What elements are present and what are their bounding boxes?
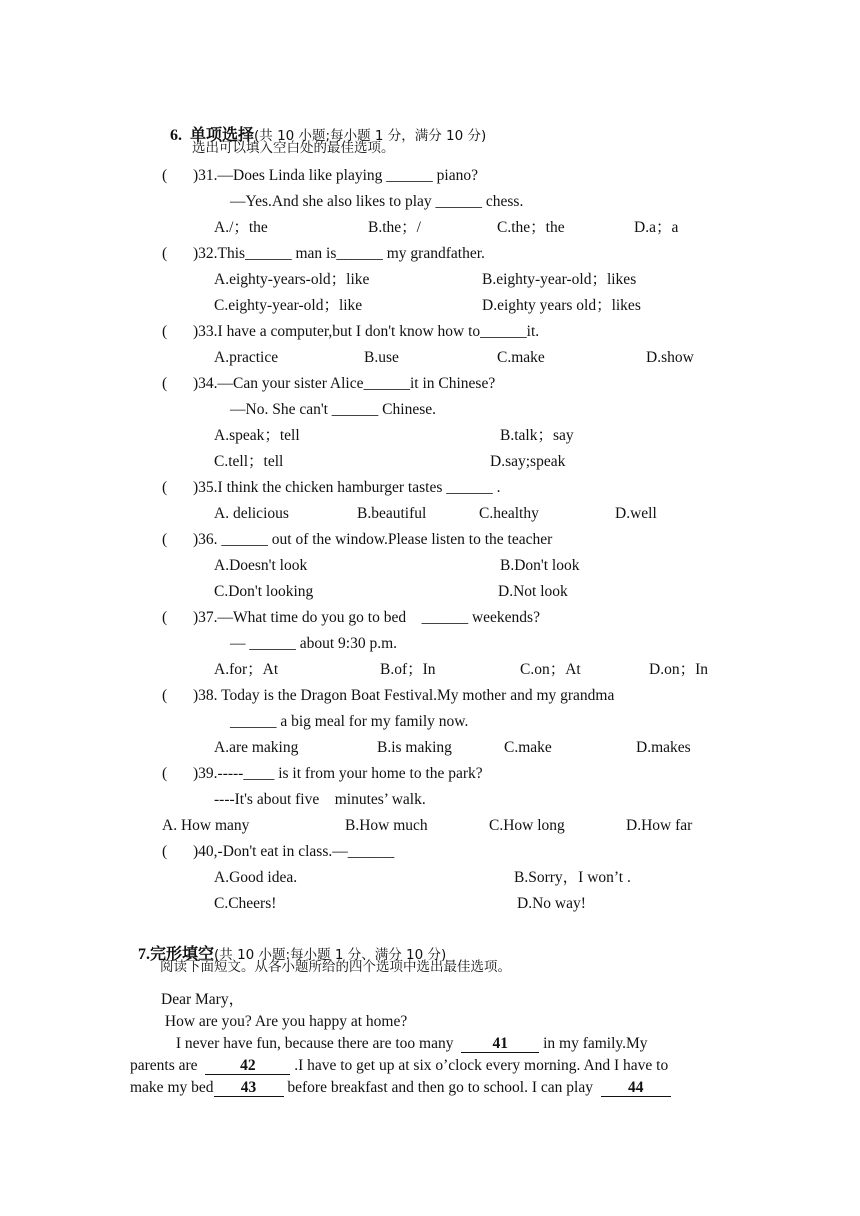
q39-stem-2: ----It's about five minutes’ walk.: [214, 791, 426, 808]
q33-stem: )33.I have a computer,but I don't know how to______it.: [193, 323, 540, 340]
q40-option-c[interactable]: C.Cheers!: [214, 895, 277, 912]
q32-option-b[interactable]: B.eighty-year-old；likes: [482, 271, 637, 288]
letter-greeting: Dear Mary，: [161, 991, 245, 1008]
q35-option-a[interactable]: A. delicious: [214, 505, 289, 522]
q36-option-d[interactable]: D.Not look: [498, 583, 568, 600]
blank-44[interactable]: 44: [601, 1079, 671, 1097]
q36-option-b[interactable]: B.Don't look: [500, 557, 580, 574]
q38-option-d[interactable]: D.makes: [636, 739, 691, 756]
section7-note: (共 10 小题:每小题 1 分、满分 10 分): [214, 947, 447, 963]
q38-option-a[interactable]: A.are making: [214, 739, 299, 756]
q34-option-d[interactable]: D.say;speak: [490, 453, 566, 470]
q36-option-a[interactable]: A.Doesn't look: [214, 557, 308, 574]
section6-title: 单项选择: [190, 127, 255, 144]
q37-option-a[interactable]: A.for；At: [214, 661, 279, 678]
q34-stem: )34.—Can your sister Alice______it in Chinese?: [193, 375, 496, 392]
q32-option-d[interactable]: D.eighty years old；likes: [482, 297, 641, 314]
q33-option-a[interactable]: A.practice: [214, 349, 279, 366]
q31-option-a[interactable]: A./；the: [214, 219, 268, 236]
q40-option-b[interactable]: B.Sorry，I won’t .: [514, 869, 631, 886]
q40-option-a[interactable]: A.Good idea.: [214, 869, 298, 886]
q37-paren: (: [162, 609, 168, 626]
q38-option-c[interactable]: C.make: [504, 739, 552, 756]
q31-paren: (: [162, 167, 168, 184]
q37-stem: )37.—What time do you go to bed ______ weekends?: [193, 609, 540, 626]
section7-instruction: 阅读下面短文。从各小题所给的四个选项中选出最佳选项。: [160, 959, 511, 975]
q39-option-a[interactable]: A. How many: [162, 817, 250, 834]
q31-stem-2: —Yes.And she also likes to play ______ chess.: [230, 193, 524, 210]
section6-note: (共 10 小题;每小题 1 分，满分 10 分): [254, 128, 487, 144]
q32-paren: (: [162, 245, 168, 262]
q35-paren: (: [162, 479, 168, 496]
q32-option-c[interactable]: C.eighty-year-old；like: [214, 297, 363, 314]
passage-line-2b: in my family.My: [539, 1035, 648, 1052]
q40-paren: (: [162, 843, 168, 860]
q37-option-b[interactable]: B.of；In: [380, 661, 436, 678]
q35-option-b[interactable]: B.beautiful: [357, 505, 427, 522]
q38-option-b[interactable]: B.is making: [377, 739, 452, 756]
q38-stem-2: ______ a big meal for my family now.: [230, 713, 469, 730]
q34-option-a[interactable]: A.speak；tell: [214, 427, 300, 444]
q32-stem: )32.This______ man is______ my grandfather.: [193, 245, 485, 262]
q37-option-c[interactable]: C.on；At: [520, 661, 581, 678]
q33-option-b[interactable]: B.use: [364, 349, 399, 366]
q39-option-b[interactable]: B.How much: [345, 817, 428, 834]
passage-line-4b: before breakfast and then go to school. I can play: [283, 1079, 597, 1096]
q33-paren: (: [162, 323, 168, 340]
q39-option-c[interactable]: C.How long: [489, 817, 565, 834]
passage-line-1: How are you? Are you happy at home?: [161, 1013, 408, 1030]
passage-line-3a: parents are: [130, 1057, 202, 1074]
q38-paren: (: [162, 687, 168, 704]
q35-option-d[interactable]: D.well: [615, 505, 657, 522]
passage-line-3: [130, 1056, 668, 1076]
q31-option-d[interactable]: D.a；a: [634, 219, 679, 236]
q35-stem: )35.I think the chicken hamburger tastes ______ .: [193, 479, 501, 496]
blank-43[interactable]: 43: [214, 1079, 284, 1097]
passage-line-3b: .I have to get up at six o’clock every morning. And I have to: [290, 1057, 669, 1074]
q40-option-d[interactable]: D.No way!: [517, 895, 586, 912]
q36-option-c[interactable]: C.Don't looking: [214, 583, 314, 600]
q37-stem-2: — ______ about 9:30 p.m.: [230, 635, 398, 652]
q35-option-c[interactable]: C.healthy: [479, 505, 539, 522]
blank-41[interactable]: 41: [461, 1035, 539, 1053]
q33-option-d[interactable]: D.show: [646, 349, 694, 366]
q40-stem: )40,-Don't eat in class.—______: [193, 843, 395, 860]
q39-option-d[interactable]: D.How far: [626, 817, 693, 834]
q37-option-d[interactable]: D.on；In: [649, 661, 708, 678]
q31-option-b[interactable]: B.the；/: [368, 219, 421, 236]
q31-option-c[interactable]: C.the；the: [497, 219, 565, 236]
q34-paren: (: [162, 375, 168, 392]
passage-line-2: [172, 1034, 648, 1054]
passage-line-4a: make my bed: [130, 1079, 214, 1096]
q36-paren: (: [162, 531, 168, 548]
section7-title: 7.完形填空: [138, 946, 215, 963]
q39-stem: )39.-----____ is it from your home to the park?: [193, 765, 483, 782]
q31-stem: )31.—Does Linda like playing ______ piano?: [193, 167, 478, 184]
section6-number: 6.: [170, 127, 182, 144]
passage-line-4: [130, 1078, 671, 1098]
q34-option-b[interactable]: B.talk；say: [500, 427, 574, 444]
q39-paren: (: [162, 765, 168, 782]
q36-stem: )36. ______ out of the window.Please listen to the teacher: [193, 531, 553, 548]
section6-instruction: 选出可以填入空白处的最佳选项。: [192, 140, 395, 156]
q32-option-a[interactable]: A.eighty-years-old；like: [214, 271, 370, 288]
q34-option-c[interactable]: C.tell；tell: [214, 453, 284, 470]
q38-stem: )38. Today is the Dragon Boat Festival.My mother and my grandma: [193, 687, 615, 704]
blank-42[interactable]: 42: [205, 1057, 290, 1075]
q33-option-c[interactable]: C.make: [497, 349, 545, 366]
passage-line-2a: I never have fun, because there are too many: [172, 1035, 458, 1052]
q34-stem-2: —No. She can't ______ Chinese.: [230, 401, 436, 418]
